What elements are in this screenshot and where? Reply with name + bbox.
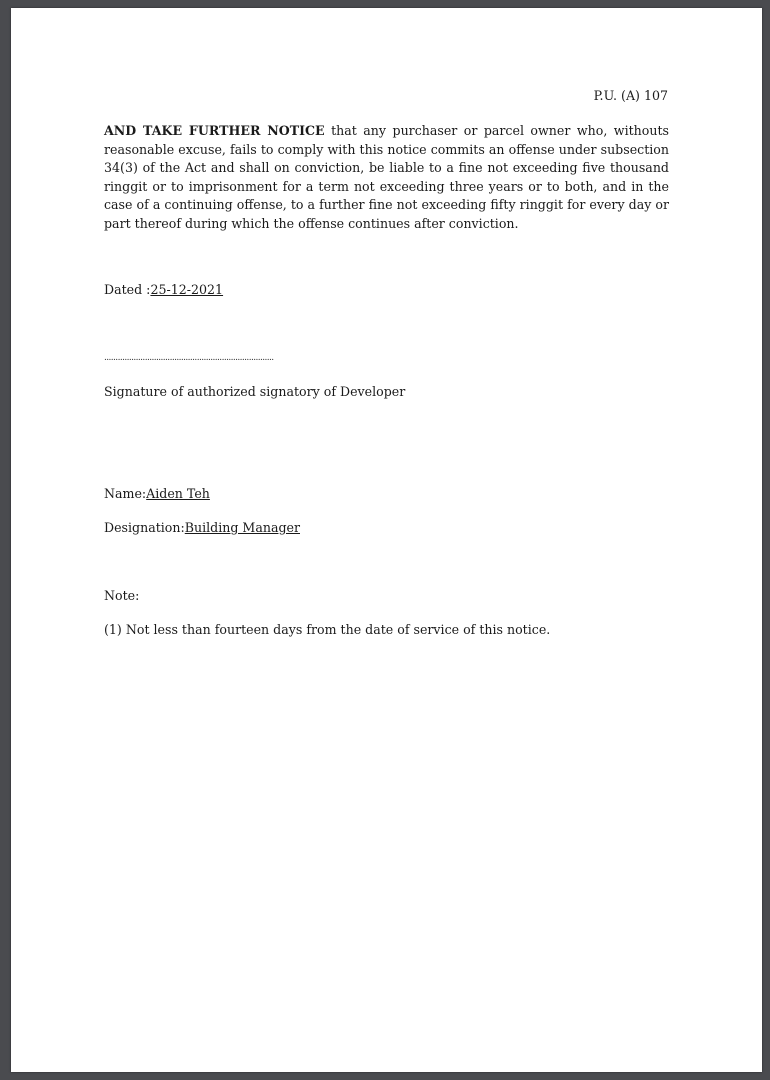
designation-label: Designation:	[104, 520, 185, 535]
document-page	[11, 8, 762, 1072]
dated-label: Dated :	[104, 282, 151, 297]
designation-value: Building Manager	[184, 520, 300, 535]
reference-number: P.U. (A) 107	[593, 88, 668, 103]
name-label: Name:	[104, 486, 147, 501]
designation-line	[104, 520, 300, 535]
notice-paragraph	[104, 122, 669, 234]
dated-value: 25-12-2021	[150, 282, 224, 297]
note-label: Note:	[104, 588, 140, 603]
notice-lead: AND TAKE FURTHER NOTICE	[104, 123, 325, 138]
note-text: (1) Not less than fourteen days from the date of service of this notice.	[104, 622, 551, 637]
name-line	[104, 486, 210, 501]
signature-label: Signature of authorized signatory of Developer	[104, 384, 406, 399]
notice-body: that any purchaser or parcel owner who, withouts reasonable excuse, fails to comply with this notice commits an offense under subsection 34(3) of the Act and shall on conviction, be liable to a fine not exceeding five thousand ringgit or to imprisonment for a term not exceeding three years or to both, and in the case of a continuing offense, to a further fine not exceeding fifty ringgit for every day or part thereof during which the offense continues after conviction.	[104, 123, 669, 231]
name-value: Aiden Teh	[146, 486, 210, 501]
signature-line: ...........................................................................	[104, 353, 274, 363]
dated-line	[104, 282, 223, 297]
